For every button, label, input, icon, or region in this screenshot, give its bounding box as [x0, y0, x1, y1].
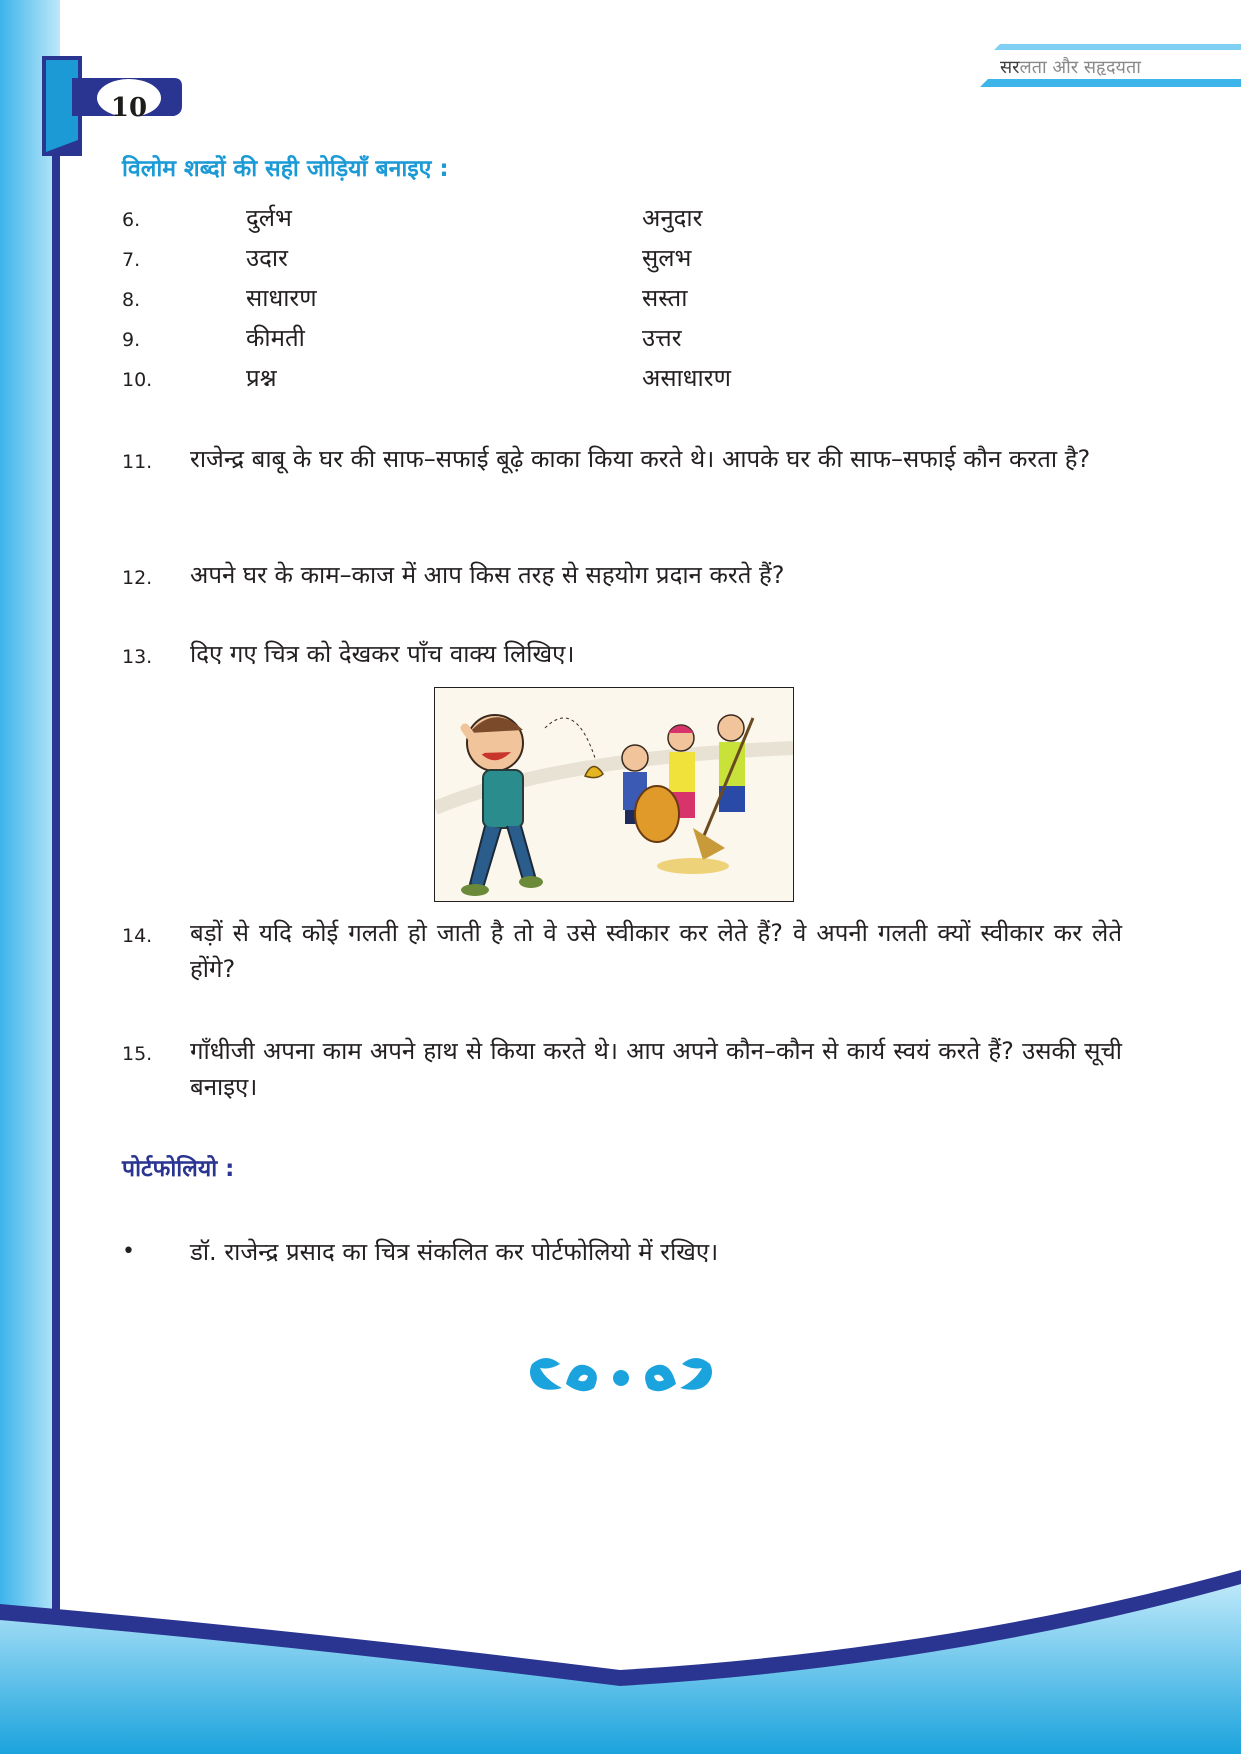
pair-word-left: कीमती [246, 324, 305, 352]
question-text: राजेन्द्र बाबू के घर की साफ–सफाई बूढ़े काका किया करते थे। आपके घर की साफ–सफाई कौन करता है? [190, 445, 1091, 473]
pair-number: 10. [122, 369, 153, 391]
question-number: 12. [122, 567, 153, 589]
end-ornament-icon [526, 1350, 716, 1400]
question-number: 11. [122, 451, 153, 473]
pair-number: 6. [122, 209, 141, 231]
pair-word-right: असाधारण [642, 364, 731, 392]
section-title-portfolio: पोर्टफोलियो : [122, 1156, 235, 1182]
pair-number: 9. [122, 329, 141, 351]
pair-word-right: उत्तर [642, 324, 682, 352]
question-text: दिए गए चित्र को देखकर पाँच वाक्य लिखिए। [190, 640, 575, 668]
question-number: 15. [122, 1043, 153, 1065]
pair-word-left: उदार [246, 244, 288, 272]
left-decorative-band [0, 0, 60, 1754]
pair-word-left: दुर्लभ [246, 204, 292, 232]
question-number: 13. [122, 646, 153, 668]
question-text: अपने घर के काम–काज में आप किस तरह से सहयोग प्रदान करते हैं? [190, 561, 785, 589]
pair-word-right: सुलभ [642, 244, 692, 272]
cleaning-illustration [434, 687, 794, 902]
pair-number: 7. [122, 249, 141, 271]
running-header-accent: सर [1000, 57, 1020, 78]
running-header-rest: लता और सहृदयता [1019, 57, 1141, 78]
running-header [1000, 54, 1200, 82]
question-text: बड़ों से यदि कोई गलती हो जाती है तो वे उसे स्वीकार कर लेते हैं? वे अपनी गलती क्यों स्वीकार कर लेते होंगे? [190, 919, 1122, 983]
pair-word-right: अनुदार [642, 204, 703, 232]
portfolio-item: डॉ. राजेन्द्र प्रसाद का चित्र संकलित कर पोर्टफोलियो में रखिए। [190, 1238, 719, 1266]
question-number: 14. [122, 925, 153, 947]
pair-number: 8. [122, 289, 141, 311]
section-title-opposites: विलोम शब्दों की सही जोड़ियाँ बनाइए : [122, 156, 449, 182]
question-text: गाँधीजी अपना काम अपने हाथ से किया करते थे। आप अपने कौन–कौन से कार्य स्वयं करते हैं? उसकी सूची बनाइए। [190, 1037, 1122, 1101]
pair-word-left: प्रश्न [246, 364, 277, 392]
pair-word-left: साधारण [246, 284, 317, 312]
bottom-wave-decoration [0, 1560, 1241, 1754]
bullet: • [122, 1239, 135, 1264]
pair-word-right: सस्ता [642, 284, 688, 312]
page-number: 10 [110, 93, 148, 123]
